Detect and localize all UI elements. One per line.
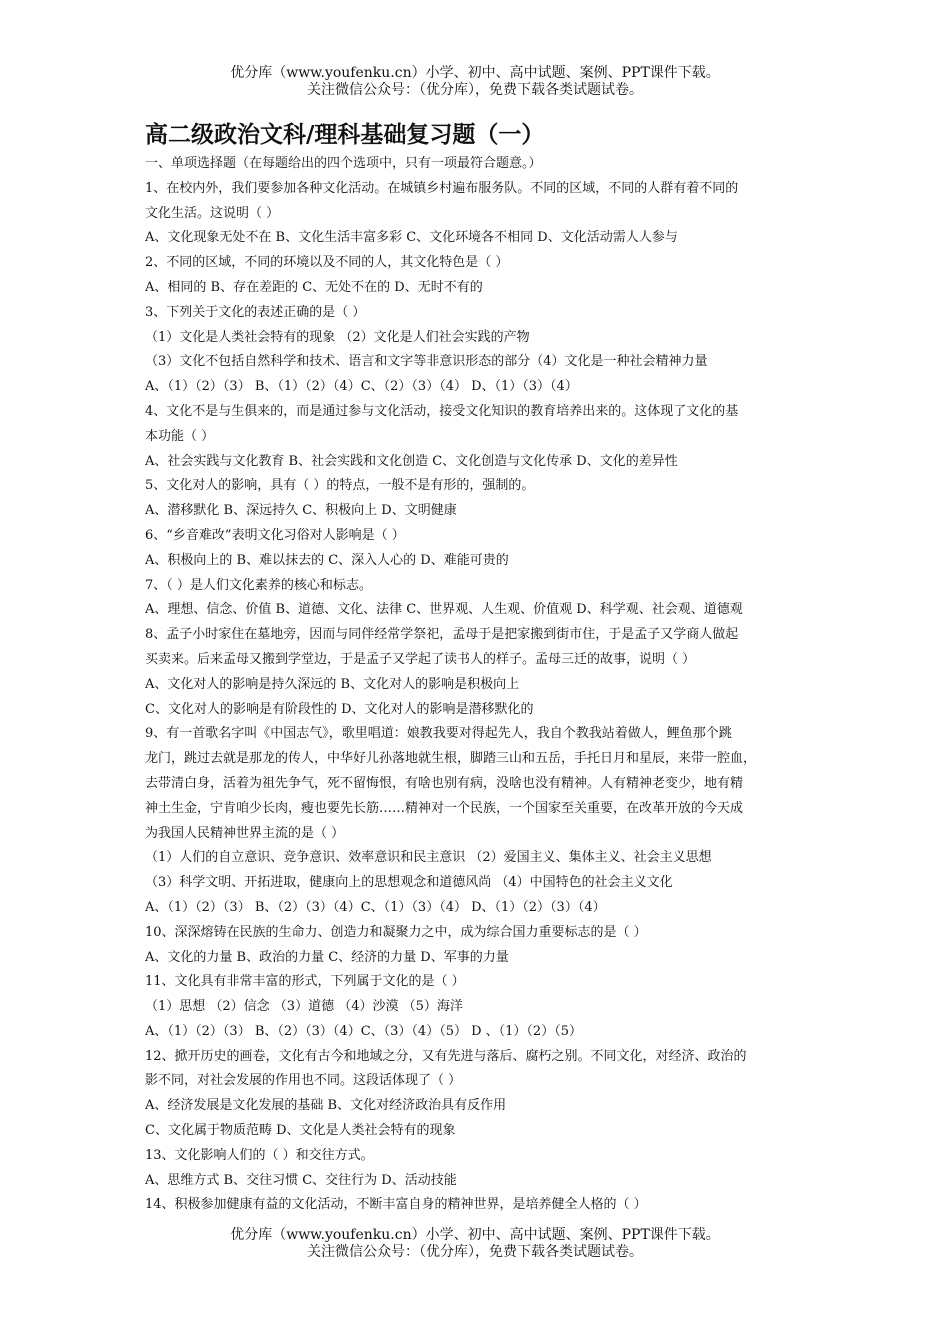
text-line: A、（1）（2）（3） B、（2）（3）（4）C、（3）（4）（5） D 、（1）（2）（5） <box>145 1023 582 1039</box>
text-line: （3）文化不包括自然科学和技术、语言和文字等非意识形态的部分（4）文化是一种社会精神力量 <box>145 354 708 370</box>
text-line: 11、文化具有非常丰富的形式，下列属于文化的是（ ） <box>145 974 465 990</box>
text-line: （1）文化是人类社会特有的现象 （2）文化是人们社会实践的产物 <box>145 329 530 345</box>
text-line: A、文化的力量 B、政治的力量 C、经济的力量 D、军事的力量 <box>145 949 509 965</box>
text-line: （1）思想 （2）信念 （3）道德 （4）沙漠 （5）海洋 <box>145 999 463 1015</box>
text-line: 文化生活。这说明（ ） <box>145 205 280 221</box>
text-line: C、文化对人的影响是有阶段性的 D、文化对人的影响是潜移默化的 <box>145 701 534 717</box>
text-line: 买卖来。后来孟母又搬到学堂边，于是孟子又学起了读书人的样子。孟母三迁的故事，说明（ ） <box>145 651 696 667</box>
question-list <box>145 152 825 1218</box>
text-line: A、（1）（2）（3） B、（1）（2）（4）C、（2）（3）（4） D、（1）（3）（4） <box>145 379 578 395</box>
text-line: A、文化对人的影响是持久深远的 B、文化对人的影响是积极向上 <box>145 676 520 692</box>
text-line: 3、下列关于文化的表述正确的是（ ） <box>145 304 366 320</box>
text-line: A、思维方式 B、交往习惯 C、交往行为 D、活动技能 <box>145 1172 457 1188</box>
text-line: 去带清白身，活着为祖先争气，死不留悔恨，有啥也别有病，没啥也没有精神。人有精神老变少，地有精 <box>145 775 744 791</box>
text-line: 4、文化不是与生俱来的，而是通过参与文化活动，接受文化知识的教育培养出来的。这体现了文化的基 <box>145 403 739 419</box>
text-line: A、积极向上的 B、难以抹去的 C、深入人心的 D、难能可贵的 <box>145 552 509 568</box>
text-line: 6、“乡音难改”表明文化习俗对人影响是（ ） <box>145 527 405 543</box>
text-line: 龙门，跳过去就是那龙的传人，中华好儿孙落地就生根，脚踏三山和五岳，手托日月和星辰，来带一腔血， <box>145 751 757 767</box>
text-line: 2、不同的区域，不同的环境以及不同的人，其文化特色是（ ） <box>145 255 509 271</box>
header-line-1: 优分库（www.youfenku.cn）小学、初中、高中试题、案例、PPT课件下载。 <box>230 65 720 81</box>
text-line: 一、单项选择题（在每题给出的四个选项中，只有一项最符合题意。） <box>145 156 542 171</box>
text-line: （1）人们的自立意识、竞争意识、效率意识和民主意识 （2）爱国主义、集体主义、社会主义思想 <box>145 850 712 866</box>
text-line: A、经济发展是文化发展的基础 B、文化对经济政治具有反作用 <box>145 1098 507 1114</box>
text-line: A、社会实践与文化教育 B、社会实践和文化创造 C、文化创造与文化传承 D、文化的差异性 <box>145 453 678 469</box>
text-line: C、文化属于物质范畴 D、文化是人类社会特有的现象 <box>145 1123 456 1139</box>
text-line: 9、有一首歌名字叫《中国志气》，歌里唱道：娘教我要对得起先人，我自个教我站着做人，鲤鱼那个跳 <box>145 726 732 742</box>
text-line: 14、积极参加健康有益的文化活动，不断丰富自身的精神世界，是培养健全人格的（ ） <box>145 1197 647 1213</box>
document-body <box>145 120 825 1218</box>
document-title: 高二级政治文科/理科基础复习题（一） <box>145 122 545 148</box>
text-line: 为我国人民精神世界主流的是（ ） <box>145 825 345 841</box>
text-line: A、理想、信念、价值 B、道德、文化、法律 C、世界观、人生观、价值观 D、科学观、社会观、道德观 <box>145 602 743 618</box>
text-line: 影不同，对社会发展的作用也不同。这段话体现了（ ） <box>145 1073 462 1089</box>
header-line-2: 关注微信公众号：（优分库），免费下载各类试题试卷。 <box>307 82 643 98</box>
text-line: （3）科学文明、开拓进取，健康向上的思想观念和道德风尚 （4）中国特色的社会主义文化 <box>145 875 673 891</box>
text-line: A、相同的 B、存在差距的 C、无处不在的 D、无时不有的 <box>145 279 483 295</box>
text-line: 本功能（ ） <box>145 428 215 444</box>
text-line: 神土生金，宁肯咱少长肉，瘦也要先长筋……精神对一个民族，一个国家至关重要，在改革开放的今天成 <box>145 800 744 816</box>
text-line: 13、文化影响人们的（ ）和交往方式。 <box>145 1147 374 1163</box>
text-line: A、（1）（2）（3） B、（2）（3）（4）C、（1）（3）（4） D、（1）（2）（3）（4） <box>145 899 606 915</box>
text-line: 10、深深熔铸在民族的生命力、创造力和凝聚力之中，成为综合国力重要标志的是（ ） <box>145 924 647 940</box>
text-line: 8、孟子小时家住在墓地旁，因而与同伴经常学祭祀，孟母于是把家搬到街市住，于是孟子又学商人做起 <box>145 627 739 643</box>
text-line: A、文化现象无处不在 B、文化生活丰富多彩 C、文化环境各不相同 D、文化活动需人人参与 <box>145 230 678 246</box>
text-line: 5、文化对人的影响，具有（ ）的特点，一般不是有形的，强制的。 <box>145 478 535 494</box>
footer-line-2: 关注微信公众号：（优分库），免费下载各类试题试卷。 <box>307 1244 643 1260</box>
page-footer <box>0 1227 950 1261</box>
footer-line-1: 优分库（www.youfenku.cn）小学、初中、高中试题、案例、PPT课件下载。 <box>230 1227 720 1243</box>
page-header <box>0 65 950 99</box>
text-line: 1、在校内外，我们要参加各种文化活动。在城镇乡村遍布服务队。不同的区域，不同的人群有着不同的 <box>145 180 739 196</box>
text-line: 7、（ ）是人们文化素养的核心和标志。 <box>145 577 372 593</box>
text-line: A、潜移默化 B、深远持久 C、积极向上 D、文明健康 <box>145 503 457 519</box>
text-line: 12、掀开历史的画卷，文化有古今和地域之分，又有先进与落后、腐朽之别。不同文化，对经济、政治的 <box>145 1048 747 1064</box>
